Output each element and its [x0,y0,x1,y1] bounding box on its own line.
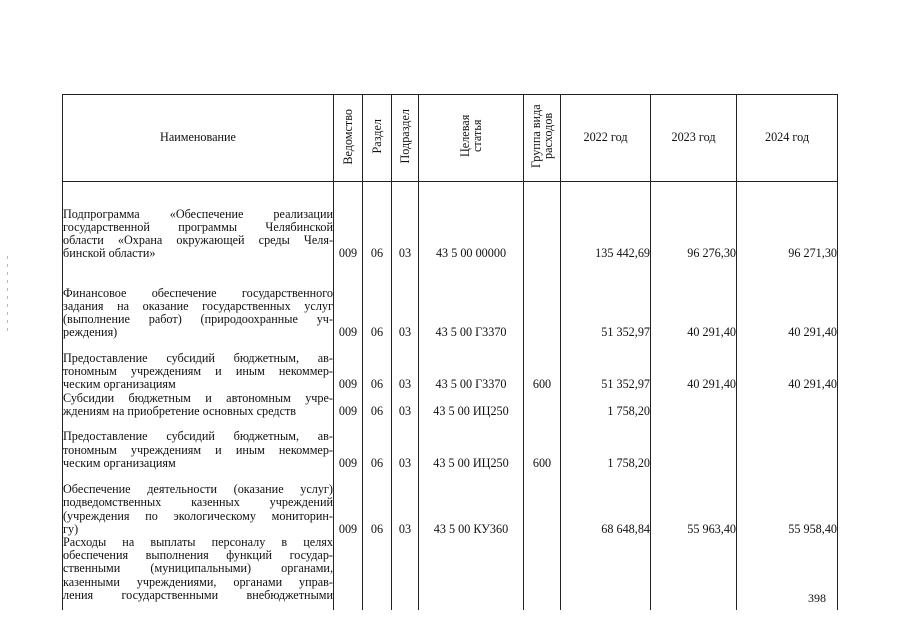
row-name [63,418,334,470]
cell-section [363,536,392,610]
cell-subsection: 03 [392,182,419,261]
row-name-line: Подпрограмма «Обеспечение реализации [63,206,333,221]
row-name-line: ческим организациям [63,455,176,470]
row-name [63,261,334,340]
row-name [63,182,334,261]
table-body [63,182,838,610]
table-row [63,536,838,610]
cell-y2023 [651,418,737,470]
cell-dept: 009 [334,470,363,536]
row-name-line: Обеспечение деятельности (оказание услуг) [63,482,333,497]
cell-group: 600 [524,340,561,392]
cell-section: 06 [363,340,392,392]
cell-dept: 009 [334,261,363,340]
table-row [63,182,838,261]
row-name [63,340,334,392]
header-target: Целевая статья [419,95,524,182]
row-name-line: Предоставление субсидий бюджетным, ав- [63,429,333,444]
cell-y2022: 1 758,20 [561,392,651,418]
row-name-line: (учреждения по экологическому мониторин- [63,508,333,523]
cell-y2024: 55 958,40 [737,470,838,536]
cell-section: 06 [363,392,392,418]
row-name-line: Финансовое обеспечение государственного [63,285,333,300]
cell-dept [334,536,363,610]
cell-y2022: 1 758,20 [561,418,651,470]
header-group: Группа вида расходов [524,95,561,182]
table-row [63,470,838,536]
cell-subsection: 03 [392,418,419,470]
row-name-line: гу) [63,521,79,536]
cell-dept: 009 [334,182,363,261]
cell-group [524,261,561,340]
cell-group [524,182,561,261]
row-name-line: подведомственных казенных учреждений [63,495,333,510]
cell-target [419,536,524,610]
row-name-line: ждениям на приобретение основных средств [63,403,297,418]
cell-y2023: 55 963,40 [651,470,737,536]
cell-y2024: 40 291,40 [737,261,838,340]
budget-table [62,94,838,610]
row-name-line: Субсидии бюджетным и автономным учре- [63,390,333,405]
row-name-line: бинской области» [63,246,156,261]
cell-group [524,536,561,610]
row-name-line: ственными (муниципальными) органами, [63,561,333,576]
cell-subsection: 03 [392,470,419,536]
cell-target: 43 5 00 ИЦ250 [419,392,524,418]
cell-y2022: 135 442,69 [561,182,651,261]
header-section: Раздел [363,95,392,182]
cell-y2022: 68 648,84 [561,470,651,536]
cell-target: 43 5 00 КУ360 [419,470,524,536]
row-name-line: реждения) [63,325,118,340]
row-name [63,392,334,418]
cell-subsection [392,536,419,610]
table-row [63,418,838,470]
header-dept: Ведомство [334,95,363,182]
cell-dept: 009 [334,340,363,392]
cell-y2023: 40 291,40 [651,340,737,392]
cell-target: 43 5 00 Г3370 [419,340,524,392]
row-name-line: (выполнение работ) (природоохранные уч- [63,312,333,327]
cell-target: 43 5 00 Г3370 [419,261,524,340]
cell-subsection: 03 [392,261,419,340]
cell-y2024 [737,418,838,470]
cell-group: 600 [524,418,561,470]
cell-section: 06 [363,418,392,470]
cell-y2022: 51 352,97 [561,261,651,340]
cell-y2022 [561,536,651,610]
cell-section: 06 [363,182,392,261]
row-name-line: государственной программы Челябинской [63,219,333,234]
cell-y2024 [737,392,838,418]
row-name [63,536,334,610]
cell-subsection: 03 [392,392,419,418]
cell-y2023: 96 276,30 [651,182,737,261]
page-number: 398 [808,591,826,605]
header-2022: 2022 год [561,95,651,182]
row-name-line: ческим организациям [63,377,176,392]
cell-dept: 009 [334,392,363,418]
cell-target: 43 5 00 ИЦ250 [419,418,524,470]
header-name: Наименование [63,95,334,182]
table-row [63,261,838,340]
cell-y2022: 51 352,97 [561,340,651,392]
header-row [63,95,838,182]
cell-section: 06 [363,470,392,536]
row-name-line: обеспечения выполнения функций государ- [63,548,333,563]
header-subsection: Подраздел [392,95,419,182]
row-name-line: Расходы на выплаты персоналу в целях [63,534,333,549]
row-name-line: тономным учреждениям и иным некоммер- [63,442,333,457]
table-row [63,392,838,418]
header-2023: 2023 год [651,95,737,182]
row-name-line: области «Охрана окружающей среды Челя- [63,233,333,248]
cell-section: 06 [363,261,392,340]
cell-y2024: 40 291,40 [737,340,838,392]
row-name-line: тономным учреждениям и иным некоммер- [63,364,333,379]
cell-subsection: 03 [392,340,419,392]
table-row [63,340,838,392]
row-name-line: Предоставление субсидий бюджетным, ав- [63,350,333,365]
cell-group [524,470,561,536]
cell-y2023 [651,536,737,610]
row-name-line: ления государственными внебюджетными [63,587,333,602]
cell-y2023 [651,392,737,418]
row-name-line: задания на оказание государственных услуг [63,298,333,313]
header-2024: 2024 год [737,95,838,182]
margin-marks [7,256,10,338]
cell-dept: 009 [334,418,363,470]
cell-target: 43 5 00 00000 [419,182,524,261]
row-name [63,470,334,536]
cell-y2024: 96 271,30 [737,182,838,261]
cell-y2023: 40 291,40 [651,261,737,340]
cell-group [524,392,561,418]
row-name-line: казенными учреждениями, органами управ- [63,574,333,589]
